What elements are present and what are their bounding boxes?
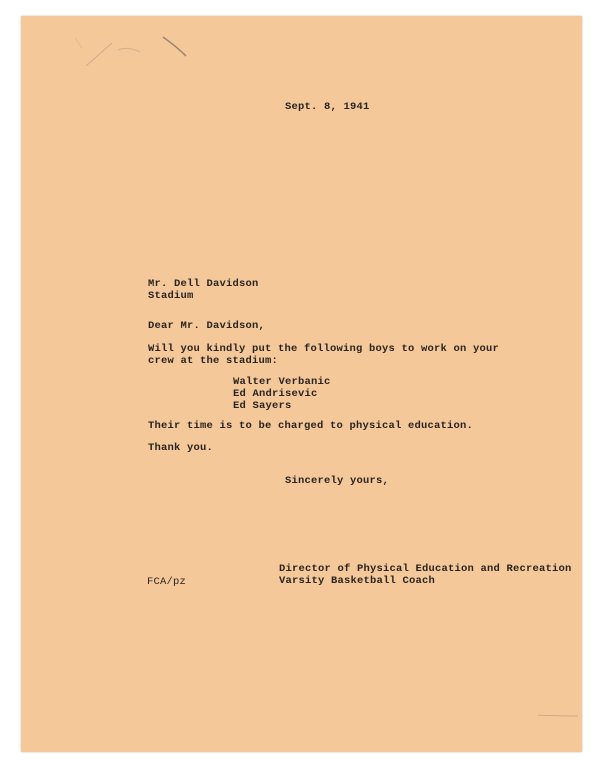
recipient-block: [148, 278, 259, 302]
signature-titles: [279, 563, 572, 587]
name-item: Ed Sayers: [233, 400, 292, 412]
recipient-name: Mr. Dell Davidson: [148, 278, 259, 290]
letter-date: Sept. 8, 1941: [285, 101, 370, 113]
charge-line: Their time is to be charged to physical education.: [148, 420, 474, 432]
title-line: Varsity Basketball Coach: [279, 575, 436, 587]
names-list: [233, 376, 331, 412]
body-line-1: Will you kindly put the following boys to work on your: [148, 343, 500, 355]
body-line-2: crew at the stadium:: [148, 355, 279, 367]
salutation: Dear Mr. Davidson,: [148, 320, 266, 332]
recipient-location: Stadium: [148, 290, 194, 302]
closing-line: Sincerely yours,: [285, 475, 390, 487]
title-line: Director of Physical Education and Recreation: [279, 563, 572, 575]
body-paragraph: [148, 343, 499, 367]
initials: FCA/pz: [147, 576, 187, 588]
thanks-line: Thank you.: [148, 442, 214, 454]
name-item: Walter Verbanic: [233, 376, 331, 388]
name-item: Ed Andrisevic: [233, 388, 318, 400]
